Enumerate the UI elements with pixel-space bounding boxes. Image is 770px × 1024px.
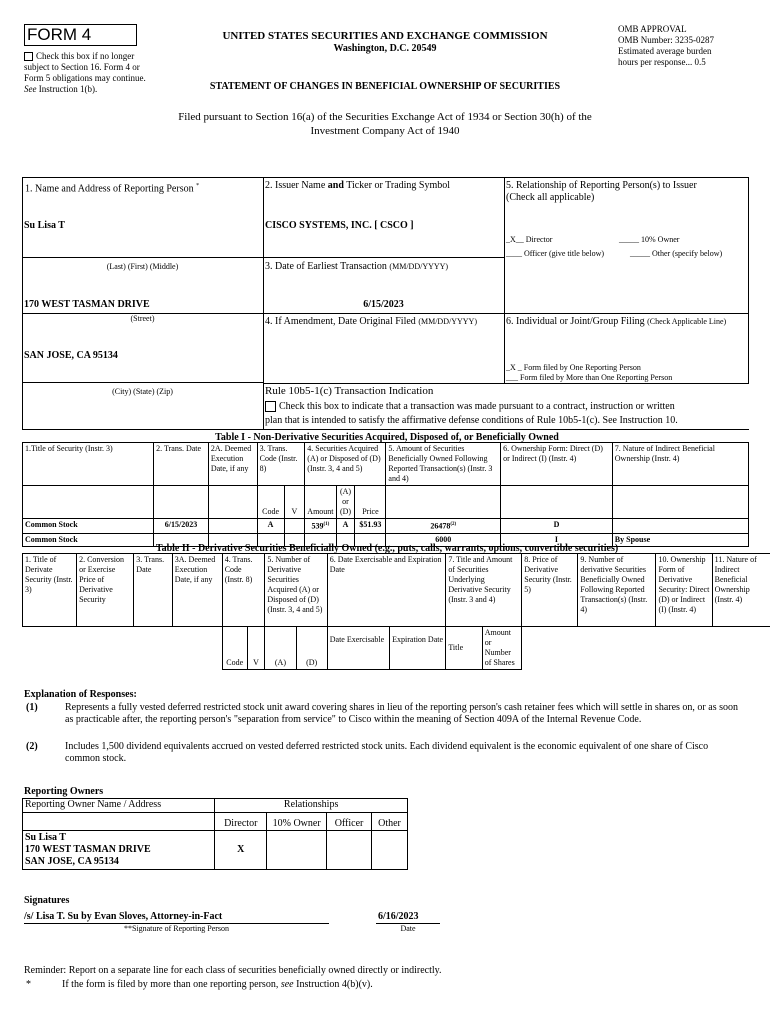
owners-table [22,798,408,870]
box5-label: 5. Relationship of Reporting Person(s) to Issuer (Check all applicable) [506,180,697,203]
signatures-title: Signatures [24,895,70,906]
other-check: _____ Other (specify below) [630,249,723,258]
ten-pct-owner-check: _____ 10% Owner [619,235,680,244]
t1-col-nature: 7. Nature of Indirect Beneficial Ownership (Instr. 4) [612,443,748,486]
t1-sub-aord: (A) or (D) [336,486,355,519]
t2-col-nature: 11. Nature of Indirect Beneficial Ownership (Instr. 4) [712,554,770,627]
footer-star: * [26,979,31,990]
section16-checkbox[interactable] [24,52,33,61]
box6-label: 6. Individual or Joint/Group Filing (Check Applicable Line) [506,316,727,327]
section16-checkbox-text: Check this box if no longer subject to Section 16. Form 4 or Form 5 obligations may continue. [24,51,146,83]
box3-label: 3. Date of Earliest Transaction (MM/DD/YYYY) [265,261,449,272]
footnote-2-text: Includes 1,500 dividend equivalents accrued on vested deferred restricted stock units. Each dividend equivalent is the economic equivalent of one share of Cisco common stock. [65,741,709,764]
form-title: FORM 4 [27,25,92,44]
street-label: (Street) [130,314,155,323]
date-label: Date [400,924,416,933]
t1-col-code: 3. Trans. Code (Instr. 8) [257,443,305,486]
table-row: Common Stock 6/15/2023 A 539$^{(1)}$ A $51.93 26478$^{(2)}$ D [23,519,749,534]
agency-name: UNITED STATES SECURITIES AND EXCHANGE COMMISSION [222,30,548,42]
omb-hours: hours per response... 0.5 [618,57,706,67]
t2-col-price: 8. Price of Derivative Security (Instr. 5) [522,554,578,627]
t1-col-acquired: 4. Securities Acquired (A) or Disposed of (D) (Instr. 3, 4 and 5) [305,443,386,486]
t2-col-conversion: 2. Conversion or Exercise Price of Derivative Security [77,554,134,627]
t1-sub-code: Code [257,486,284,519]
table-row: Common Stock 6000 I By Spouse [23,533,749,546]
table1 [22,442,749,547]
rule-title: Rule 10b5-1(c) Transaction Indication [265,385,434,397]
city-label: (City) (State) (Zip) [112,387,173,396]
t1-sub-v: V [284,486,305,519]
owner-director-mark: X [215,831,267,870]
filing-option-multiple: ___ Form filed by More than One Reporting Person [506,373,673,382]
footer-note: If the form is filed by more than one reporting person, see Instruction 4(b)(v). [62,979,373,990]
t2-sub-amount: Amount or Number of Shares [482,627,522,670]
signature-date: 6/16/2023 [378,911,419,922]
t2-sub-title: Title [446,627,482,670]
reporting-person-city: SAN JOSE, CA 95134 [24,350,118,361]
filed-pursuant-line1: Filed pursuant to Section 16(a) of the Securities Exchange Act of 1934 or Section 30(h) of the [178,111,592,123]
owners-title: Reporting Owners [24,786,104,797]
t2-sub-code: Code [222,627,247,670]
owner-col-10pct: 10% Owner [267,813,327,831]
t1-col-ownership-form: 6. Ownership Form: Direct (D) or Indirect (I) (Instr. 4) [501,443,613,486]
earliest-transaction-date: 6/15/2023 [363,299,404,310]
t2-col-exercisable: 6. Date Exercisable and Expiration Date [327,554,446,627]
t1-col-deemed: 2A. Deemed Execution Date, if any [208,443,257,486]
table-row: Su Lisa T 170 WEST TASMAN DRIVE SAN JOSE, CA 95134 X [23,831,408,870]
t1-sub-price: Price [355,486,386,519]
t2-col-underlying: 7. Title and Amount of Securities Underlying Derivative Security (Instr. 3 and 4) [446,554,522,627]
signer-name: /s/ Lisa T. Su by Evan Sloves, Attorney-in-Fact [24,911,223,922]
omb-burden: Estimated average burden [618,46,712,56]
t1-col-title: 1.Title of Security (Instr. 3) [23,443,154,486]
t2-col-code: 4. Trans. Code (Instr. 8) [222,554,265,627]
t2-sub-a: (A) [265,627,296,670]
issuer-name: CISCO SYSTEMS, INC. [ CSCO ] [265,220,414,231]
box4-label: 4. If Amendment, Date Original Filed (MM/DD/YYYY) [265,316,477,327]
owner-col-director: Director [215,813,267,831]
t2-col-date: 3. Trans. Date [134,554,172,627]
t2-col-form: 10. Ownership Form of Derivative Security: Direct (D) or Indirect (I) (Instr. 4) [656,554,712,627]
t2-sub-v: V [247,627,265,670]
t2-sub-expiration: Expiration Date [390,627,446,670]
t2-col-title: 1. Title of Derivate Security (Instr. 3) [23,554,77,627]
table2 [22,553,770,670]
officer-check: ____ Officer (give title below) [506,249,605,258]
owner-col-name: Reporting Owner Name / Address [23,799,215,813]
owner-col-relationships: Relationships [215,799,408,813]
omb-approval: OMB APPROVAL [618,24,687,34]
footnote-1-text: Represents a fully vested deferred restricted stock unit award covering shares in lieu of the reporting person's cash retainer fees which will settle in shares on, or as soon as practicable after, the reporting person's "separation from service" to Cisco within the meaning of Section 409A of the Internal Revenue Code. [65,702,738,725]
filed-pursuant-line2: Investment Company Act of 1940 [310,125,460,137]
omb-number: OMB Number: 3235-0287 [618,35,714,45]
see-italic: See [24,84,37,94]
t2-col-owned: 9. Number of derivative Securities Beneficially Owned Following Reported Transaction(s) (Instr. 4) [578,554,656,627]
signer-label: **Signature of Reporting Person [123,924,230,933]
statement-title: STATEMENT OF CHANGES IN BENEFICIAL OWNERSHIP OF SECURITIES [209,81,561,92]
box2-label: 2. Issuer Name and Ticker or Trading Symbol [265,180,451,191]
t1-col-date: 2. Trans. Date [154,443,209,486]
name-parts-label: (Last) (First) (Middle) [106,262,179,271]
section16-checkbox-block [24,51,156,95]
t2-col-deemed: 3A. Deemed Execution Date, if any [172,554,222,627]
reporting-person-name: Su Lisa T [24,220,65,231]
agency-location: Washington, D.C. 20549 [333,43,437,54]
table1-title: Table I - Non-Derivative Securities Acquired, Disposed of, or Beneficially Owned [215,432,559,443]
t2-sub-date-exercisable: Date Exercisable [327,627,389,670]
filing-option-one: _X _ Form filed by One Reporting Person [506,363,641,372]
table2-title: Table II - Derivative Securities Beneficially Owned (e.g., puts, calls, warrants, options, convertible securities) [155,543,619,554]
t1-sub-amount: Amount [305,486,336,519]
footnote-2-num: (2) [26,741,38,752]
footnote-1-num: (1) [26,702,38,713]
reporting-person-street: 170 WEST TASMAN DRIVE [24,299,150,310]
instruction-ref: Instruction 1(b). [38,84,98,94]
reminder-text: Reminder: Report on a separate line for each class of securities beneficially owned directly or indirectly. [24,965,442,976]
rule-checkbox[interactable] [265,401,276,412]
explanation-title: Explanation of Responses: [24,689,137,700]
owner-col-other: Other [372,813,408,831]
t1-col-amount-owned: 5. Amount of Securities Beneficially Owned Following Reported Transaction(s) (Instr. 3 and 4) [386,443,501,486]
owner-col-officer: Officer [327,813,372,831]
rule-text: Check this box to indicate that a transaction was made pursuant to a contract, instruction or written plan that is intended to satisfy the affirmative defense conditions of Rule 10b5-1(c). See Instruction 10. [265,401,678,426]
t2-sub-d: (D) [296,627,327,670]
box1-label: 1. Name and Address of Reporting Person * [25,183,200,195]
omb-box [618,24,758,68]
t2-col-number: 5. Number of Derivative Securities Acquired (A) or Disposed of (D) (Instr. 3, 4 and 5) [265,554,327,627]
director-check: _X__ Director [506,235,553,244]
